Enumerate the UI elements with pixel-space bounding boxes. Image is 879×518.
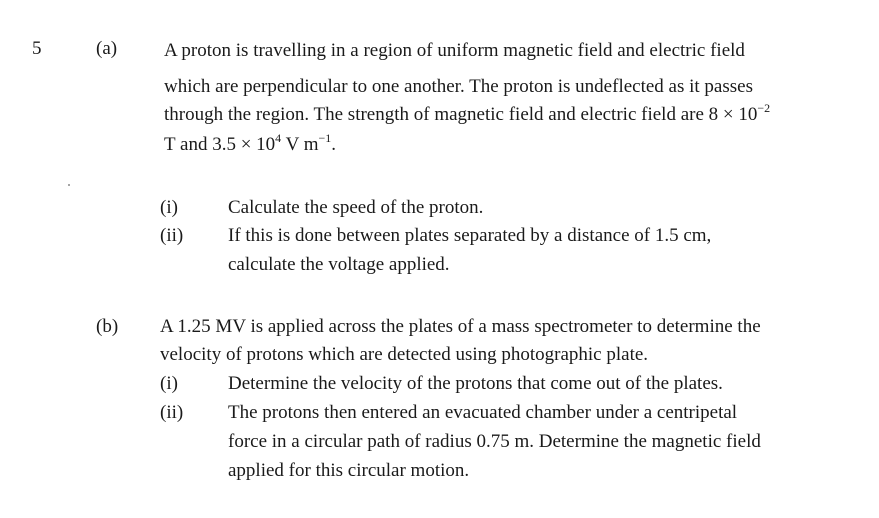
part-a-line-3-text: through the region. The strength of magnetic field and electric field are 8 × 10 <box>164 104 758 125</box>
part-a-sub-ii-line-1: If this is done between plates separated by a distance of 1.5 cm, <box>228 225 712 246</box>
part-a-sub-i-label: (i) <box>160 197 178 218</box>
part-b-sub-ii-line-2: force in a circular path of radius 0.75 m. Determine the magnetic field <box>228 431 761 452</box>
part-a-line-2: which are perpendicular to one another. The proton is undeflected as it passes <box>164 76 753 97</box>
exponent-neg2: −2 <box>757 100 771 115</box>
part-a-line-4-text: T and 3.5 × 10 <box>164 134 276 155</box>
part-b-sub-ii-label: (ii) <box>160 402 184 423</box>
part-a-line-4 <box>164 131 336 159</box>
part-b-label: (b) <box>96 316 119 337</box>
part-a-line-1: A proton is travelling in a region of uniform magnetic field and electric field <box>164 40 745 61</box>
exponent-neg1: −1 <box>318 130 332 145</box>
part-a-sub-i-text: Calculate the speed of the proton. <box>228 197 484 218</box>
part-b-sub-i-text: Determine the velocity of the protons that come out of the plates. <box>228 373 723 394</box>
end-period: . <box>331 134 337 155</box>
part-b-sub-ii-line-3: applied for this circular motion. <box>228 460 470 481</box>
question-number: 5 <box>32 38 42 59</box>
part-b-sub-i-label: (i) <box>160 373 178 394</box>
stray-dot <box>68 184 70 186</box>
part-a-line-3 <box>164 101 770 129</box>
part-a-sub-ii-line-2: calculate the voltage applied. <box>228 254 450 275</box>
part-a-sub-ii-label: (ii) <box>160 225 184 246</box>
exponent-4: 4 <box>275 130 282 145</box>
part-b-sub-ii-line-1: The protons then entered an evacuated chamber under a centripetal <box>228 402 738 423</box>
part-a-label: (a) <box>96 38 118 59</box>
part-b-line-1: A 1.25 MV is applied across the plates of a mass spectrometer to determine the <box>160 316 761 337</box>
unit-v-m: V m <box>281 134 319 155</box>
part-b-line-2: velocity of protons which are detected using photographic plate. <box>160 344 649 365</box>
